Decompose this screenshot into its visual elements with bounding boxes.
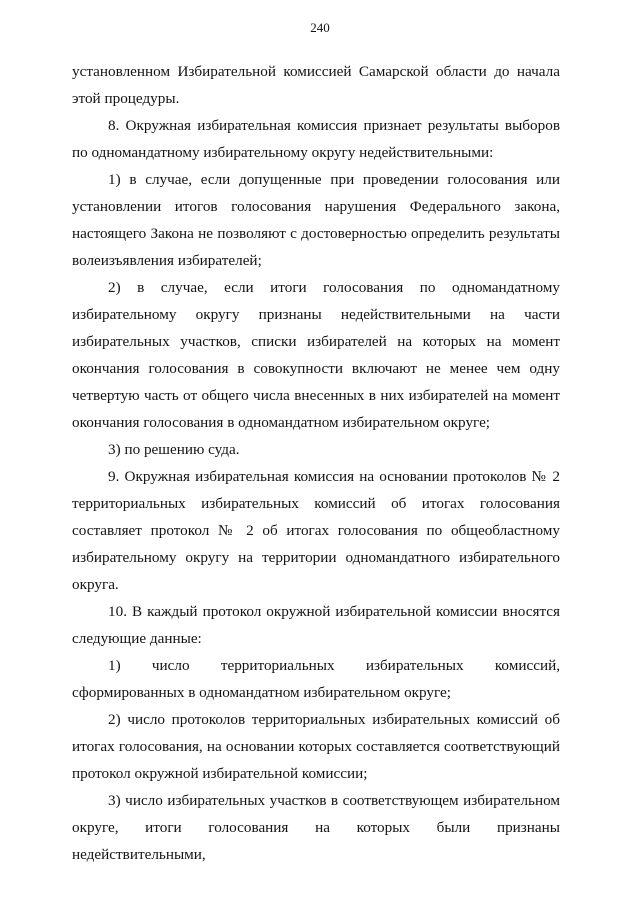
paragraph-item-9: 9. Окружная избирательная комиссия на основании протоколов № 2 территориальных избирательных комиссий об итогах голосования составляет протокол № 2 об итогах голосования по общеобластному избирательному округу на территории одномандатного избирательного округа. <box>72 468 560 593</box>
paragraph-item-8-1: 1) в случае, если допущенные при проведении голосования или установлении итогов голосования нарушения Федерального закона, настоящего Закона не позволяют с достоверностью определить результаты волеизъявления избирателей; <box>72 171 560 269</box>
paragraph-item-8-2: 2) в случае, если итоги голосования по одномандатному избирательному округу признаны недействительными на части избирательных участков, списки избирателей на которых на момент окончания голосования в совокупности включают не менее чем одну четвертую часть от общего числа внесенных в них избирателей на момент окончания голосования в одномандатном избирательном округе; <box>72 279 560 431</box>
paragraph-item-10-2: 2) число протоколов территориальных избирательных комиссий об итогах голосования, на основании которых составляется соответствующий протокол окружной избирательной комиссии; <box>72 711 560 782</box>
paragraph-item-8: 8. Окружная избирательная комиссия признает результаты выборов по одномандатному избирательному округу недействительными: <box>72 117 560 161</box>
paragraph-continuation: установленном Избирательной комиссией Самарской области до начала этой процедуры. <box>72 63 560 107</box>
paragraph-item-10-3: 3) число избирательных участков в соответствующем избирательном округе, итоги голосования на которых были признаны недействительными, <box>72 792 560 863</box>
paragraph-item-8-3: 3) по решению суда. <box>108 441 240 458</box>
paragraph-item-10-1: 1) число территориальных избирательных комиссий, сформированных в одномандатном избирательном округе; <box>72 657 560 701</box>
document-body <box>72 58 560 868</box>
paragraph-item-10: 10. В каждый протокол окружной избирательной комиссии вносятся следующие данные: <box>72 603 560 647</box>
page-number: 240 <box>310 20 330 35</box>
